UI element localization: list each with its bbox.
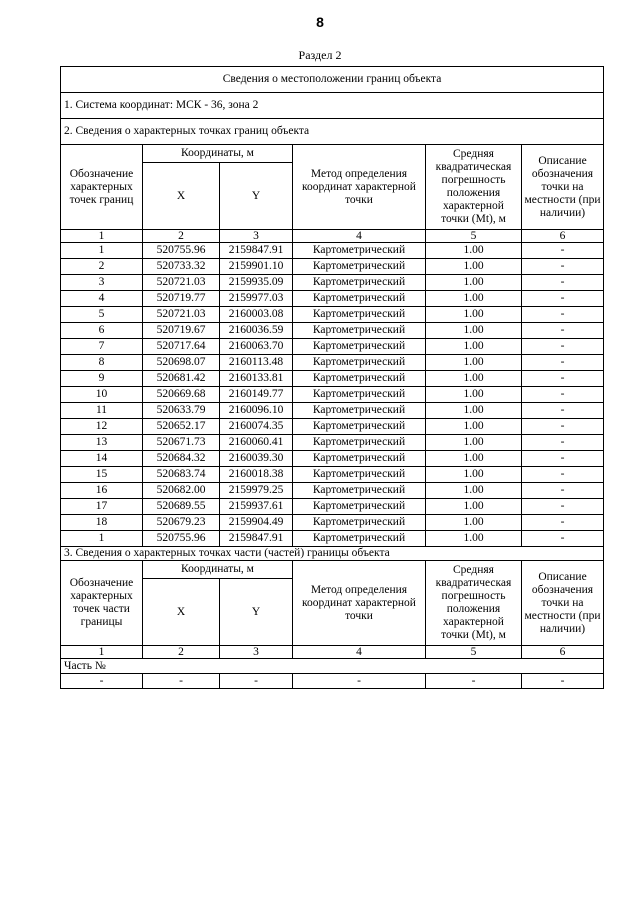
method-value: Картометрический [293, 435, 426, 451]
table-row [61, 371, 604, 387]
coord-y: 2160039.30 [220, 451, 293, 467]
column-number: 3 [220, 230, 293, 243]
table-title: Сведения о местоположении границ объекта [61, 67, 604, 93]
coord-y: 2160113.48 [220, 355, 293, 371]
coord-x: 520682.00 [143, 483, 220, 499]
column-number: 3 [220, 646, 293, 659]
header-x: X [143, 163, 220, 230]
table-row [61, 515, 604, 531]
coord-y: 2159904.49 [220, 515, 293, 531]
coord-x: 520698.07 [143, 355, 220, 371]
method-value: Картометрический [293, 403, 426, 419]
coord-x: 520755.96 [143, 243, 220, 259]
coord-x: 520719.67 [143, 323, 220, 339]
point-number: 3 [61, 275, 143, 291]
table-row [61, 355, 604, 371]
coord-x: 520671.73 [143, 435, 220, 451]
table-row [61, 275, 604, 291]
error-value: 1.00 [426, 387, 522, 403]
section-label: Раздел 2 [298, 48, 342, 62]
method-value: Картометрический [293, 259, 426, 275]
point-number: 14 [61, 451, 143, 467]
column-number: 2 [143, 646, 220, 659]
coord-y: 2160060.41 [220, 435, 293, 451]
method-value: Картометрический [293, 483, 426, 499]
point-number: 8 [61, 355, 143, 371]
coordinate-system: 1. Система координат: МСК - 36, зона 2 [61, 93, 604, 119]
method-value: Картометрический [293, 451, 426, 467]
description-value: - [522, 275, 604, 291]
header-description: Описание обозначения точки на местности (при наличии) [522, 561, 604, 646]
header-description: Описание обозначения точки на местности (при наличии) [522, 145, 604, 230]
table-row [61, 435, 604, 451]
coord-x: 520669.68 [143, 387, 220, 403]
error-value: 1.00 [426, 371, 522, 387]
error-value: 1.00 [426, 259, 522, 275]
table-row [61, 323, 604, 339]
coord-x: 520721.03 [143, 275, 220, 291]
coord-y: 2159935.09 [220, 275, 293, 291]
table-row [61, 451, 604, 467]
coord-x: 520633.79 [143, 403, 220, 419]
table-row [61, 291, 604, 307]
coord-y: 2159979.25 [220, 483, 293, 499]
coord-y: 2160149.77 [220, 387, 293, 403]
coord-y: 2160003.08 [220, 307, 293, 323]
method-value: Картометрический [293, 339, 426, 355]
error-value: 1.00 [426, 467, 522, 483]
table-row [61, 499, 604, 515]
error-value: 1.00 [426, 499, 522, 515]
table-row [61, 483, 604, 499]
part-cell: - [61, 674, 143, 689]
description-value: - [522, 259, 604, 275]
error-value: 1.00 [426, 403, 522, 419]
error-value: 1.00 [426, 435, 522, 451]
header-coordinates: Координаты, м [143, 561, 293, 579]
coord-x: 520683.74 [143, 467, 220, 483]
table-row [61, 419, 604, 435]
header-x: X [143, 579, 220, 646]
header-part-point-designation: Обозначение характерных точек части границы [61, 561, 143, 646]
error-value: 1.00 [426, 291, 522, 307]
part-row [61, 674, 604, 689]
column-number: 5 [426, 646, 522, 659]
part-cell: - [522, 674, 604, 689]
error-value: 1.00 [426, 307, 522, 323]
coord-y: 2159847.91 [220, 243, 293, 259]
coord-y: 2160133.81 [220, 371, 293, 387]
description-value: - [522, 243, 604, 259]
coord-x: 520681.42 [143, 371, 220, 387]
error-value: 1.00 [426, 275, 522, 291]
column-number: 4 [293, 230, 426, 243]
coord-x: 520733.32 [143, 259, 220, 275]
header-error: Средняя квадратическая погрешность положения характерной точки (Mt), м [426, 145, 522, 230]
point-number: 1 [61, 531, 143, 547]
column-number: 5 [426, 230, 522, 243]
coord-y: 2160036.59 [220, 323, 293, 339]
part-cell: - [426, 674, 522, 689]
column-number: 6 [522, 230, 604, 243]
point-number: 6 [61, 323, 143, 339]
coord-y: 2160018.38 [220, 467, 293, 483]
point-number: 1 [61, 243, 143, 259]
coord-x: 520652.17 [143, 419, 220, 435]
section3-title: 3. Сведения о характерных точках части (частей) границы объекта [61, 547, 604, 561]
description-value: - [522, 483, 604, 499]
part-cell: - [143, 674, 220, 689]
coord-y: 2159901.10 [220, 259, 293, 275]
coord-x: 520684.32 [143, 451, 220, 467]
method-value: Картометрический [293, 355, 426, 371]
point-number: 13 [61, 435, 143, 451]
method-value: Картометрический [293, 243, 426, 259]
table-row [61, 467, 604, 483]
method-value: Картометрический [293, 275, 426, 291]
coord-x: 520719.77 [143, 291, 220, 307]
part-label: Часть № [61, 659, 604, 674]
description-value: - [522, 355, 604, 371]
part-cell: - [293, 674, 426, 689]
header-error: Средняя квадратическая погрешность положения характерной точки (Mt), м [426, 561, 522, 646]
column-number: 1 [61, 646, 143, 659]
method-value: Картометрический [293, 387, 426, 403]
point-number: 16 [61, 483, 143, 499]
point-number: 4 [61, 291, 143, 307]
table-row [61, 387, 604, 403]
method-value: Картометрический [293, 323, 426, 339]
coord-y: 2160096.10 [220, 403, 293, 419]
header-y: Y [220, 579, 293, 646]
description-value: - [522, 419, 604, 435]
description-value: - [522, 515, 604, 531]
point-number: 9 [61, 371, 143, 387]
method-value: Картометрический [293, 515, 426, 531]
error-value: 1.00 [426, 323, 522, 339]
point-number: 7 [61, 339, 143, 355]
description-value: - [522, 435, 604, 451]
error-value: 1.00 [426, 483, 522, 499]
table-row [61, 531, 604, 547]
description-value: - [522, 467, 604, 483]
point-number: 11 [61, 403, 143, 419]
coord-y: 2159847.91 [220, 531, 293, 547]
coord-x: 520717.64 [143, 339, 220, 355]
error-value: 1.00 [426, 355, 522, 371]
method-value: Картометрический [293, 467, 426, 483]
description-value: - [522, 307, 604, 323]
column-number: 2 [143, 230, 220, 243]
method-value: Картометрический [293, 531, 426, 547]
column-number: 6 [522, 646, 604, 659]
table-row [61, 339, 604, 355]
coord-y: 2159937.61 [220, 499, 293, 515]
point-number: 18 [61, 515, 143, 531]
coord-y: 2159977.03 [220, 291, 293, 307]
coord-x: 520721.03 [143, 307, 220, 323]
description-value: - [522, 323, 604, 339]
column-numbers-row [61, 646, 604, 659]
error-value: 1.00 [426, 531, 522, 547]
point-number: 2 [61, 259, 143, 275]
description-value: - [522, 403, 604, 419]
boundary-table [60, 66, 604, 689]
coord-y: 2160074.35 [220, 419, 293, 435]
method-value: Картометрический [293, 291, 426, 307]
error-value: 1.00 [426, 419, 522, 435]
point-number: 15 [61, 467, 143, 483]
table-row [61, 243, 604, 259]
description-value: - [522, 339, 604, 355]
description-value: - [522, 451, 604, 467]
method-value: Картометрический [293, 419, 426, 435]
table-row [61, 307, 604, 323]
method-value: Картометрический [293, 307, 426, 323]
column-number: 1 [61, 230, 143, 243]
header-y: Y [220, 163, 293, 230]
coord-x: 520679.23 [143, 515, 220, 531]
method-value: Картометрический [293, 371, 426, 387]
header-method: Метод определения координат характерной точки [293, 561, 426, 646]
table-row [61, 259, 604, 275]
error-value: 1.00 [426, 243, 522, 259]
point-number: 17 [61, 499, 143, 515]
section2-title: 2. Сведения о характерных точках границ объекта [61, 119, 604, 145]
coord-x: 520755.96 [143, 531, 220, 547]
part-cell: - [220, 674, 293, 689]
table-row [61, 403, 604, 419]
point-number: 10 [61, 387, 143, 403]
error-value: 1.00 [426, 515, 522, 531]
header-point-designation: Обозначение характерных точек границ [61, 145, 143, 230]
coord-x: 520689.55 [143, 499, 220, 515]
description-value: - [522, 387, 604, 403]
column-numbers-row [61, 230, 604, 243]
description-value: - [522, 371, 604, 387]
point-number: 5 [61, 307, 143, 323]
error-value: 1.00 [426, 451, 522, 467]
header-method: Метод определения координат характерной точки [293, 145, 426, 230]
error-value: 1.00 [426, 339, 522, 355]
method-value: Картометрический [293, 499, 426, 515]
description-value: - [522, 291, 604, 307]
header-coordinates: Координаты, м [143, 145, 293, 163]
description-value: - [522, 531, 604, 547]
page-number: 8 [316, 14, 324, 30]
column-number: 4 [293, 646, 426, 659]
point-number: 12 [61, 419, 143, 435]
description-value: - [522, 499, 604, 515]
coord-y: 2160063.70 [220, 339, 293, 355]
